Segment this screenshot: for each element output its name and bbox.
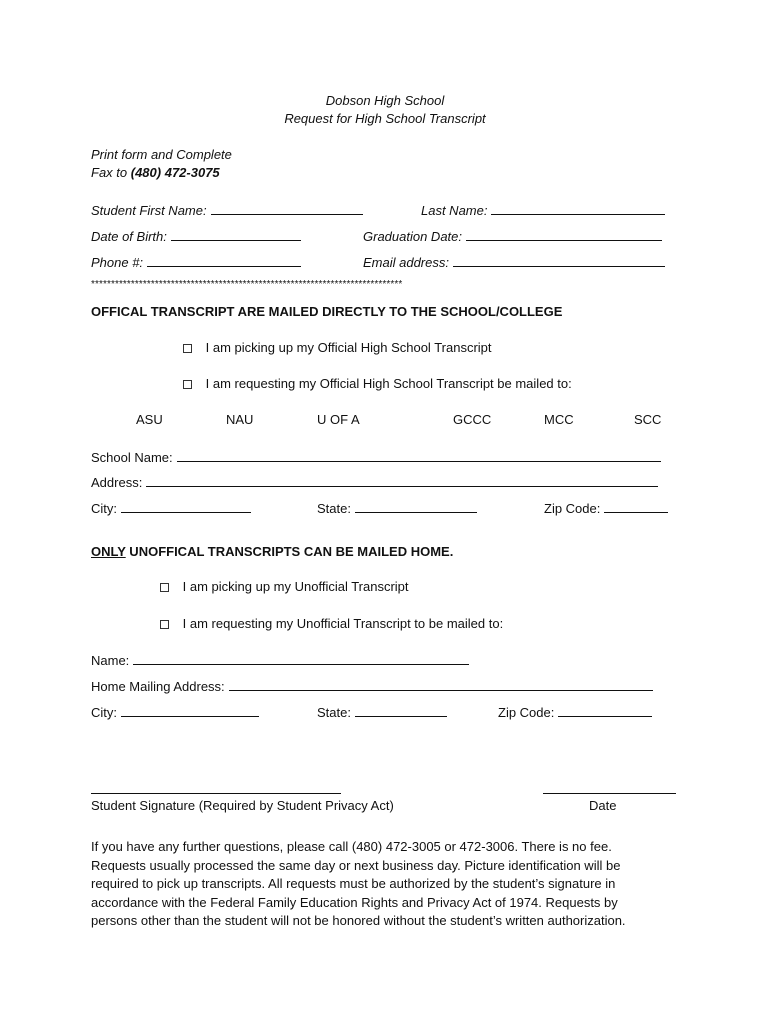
unofficial-name-label: Name:: [91, 653, 130, 668]
dob-field[interactable]: [91, 228, 301, 243]
unofficial-pickup-checkbox[interactable]: [160, 583, 169, 592]
official-address-line[interactable]: [146, 474, 658, 487]
dob-line[interactable]: [171, 228, 301, 241]
official-heading: OFFICAL TRANSCRIPT ARE MAILED DIRECTLY TO THE SCHOOL/COLLEGE: [91, 304, 563, 319]
fax-prefix: Fax to: [91, 165, 131, 180]
official-pickup-label: I am picking up my Official High School Transcript: [205, 340, 492, 355]
unofficial-heading-only: ONLY: [91, 544, 126, 559]
date-line[interactable]: [543, 793, 676, 794]
official-mail-option[interactable]: [183, 377, 572, 390]
official-state-field[interactable]: [317, 500, 477, 515]
graduation-line[interactable]: [466, 228, 662, 241]
first-name-label: Student First Name:: [91, 203, 207, 218]
school-option-asu[interactable]: ASU: [136, 412, 163, 427]
separator: ******************************************************************************: [91, 279, 403, 290]
school-option-uofa[interactable]: U OF A: [317, 412, 360, 427]
official-address-label: Address:: [91, 475, 143, 490]
form-title: Request for High School Transcript: [284, 111, 486, 126]
print-instruction: Print form and Complete: [91, 147, 232, 162]
unofficial-city-field[interactable]: [91, 704, 259, 719]
unofficial-heading: [91, 545, 453, 558]
unofficial-state-line[interactable]: [355, 704, 447, 717]
official-pickup-checkbox[interactable]: [183, 344, 192, 353]
email-label: Email address:: [363, 255, 449, 270]
footer-notice: If you have any further questions, please call (480) 472-3005 or 472-3006. There is no fee. Requests usually processed the same day or next business day. Picture identification will be required to pick up transcripts. All requests must be authorized by the student’s signature in accordance with the Federal Family Education Rights and Privacy Act of 1974. Requests by persons other than the student will not be honored without the student’s written authorization.: [91, 839, 626, 929]
school-option-mcc[interactable]: MCC: [544, 412, 574, 427]
school-option-nau[interactable]: NAU: [226, 412, 254, 427]
phone-field[interactable]: [91, 254, 301, 269]
unofficial-zip-line[interactable]: [558, 704, 652, 717]
home-address-label: Home Mailing Address:: [91, 679, 225, 694]
unofficial-city-line[interactable]: [121, 704, 259, 717]
unofficial-city-label: City:: [91, 705, 117, 720]
official-zip-label: Zip Code:: [544, 501, 601, 516]
unofficial-zip-field[interactable]: [498, 704, 652, 719]
fax-instruction: [91, 166, 220, 179]
home-address-line[interactable]: [229, 678, 653, 691]
signature-label: Student Signature (Required by Student Privacy Act): [91, 798, 394, 813]
graduation-field[interactable]: [363, 228, 662, 243]
unofficial-zip-label: Zip Code:: [498, 705, 555, 720]
official-city-field[interactable]: [91, 500, 251, 515]
home-address-field[interactable]: [91, 678, 653, 693]
first-name-line[interactable]: [211, 202, 363, 215]
dob-label: Date of Birth:: [91, 229, 167, 244]
unofficial-mail-label: I am requesting my Unofficial Transcript to be mailed to:: [182, 616, 504, 631]
official-state-line[interactable]: [355, 500, 477, 513]
official-zip-line[interactable]: [604, 500, 668, 513]
official-address-field[interactable]: [91, 474, 658, 489]
official-city-label: City:: [91, 501, 117, 516]
official-mail-checkbox[interactable]: [183, 380, 192, 389]
unofficial-name-field[interactable]: [91, 652, 469, 667]
school-name-field[interactable]: [91, 449, 661, 464]
unofficial-pickup-option[interactable]: [160, 580, 409, 593]
date-label: Date: [589, 798, 617, 813]
unofficial-name-line[interactable]: [133, 652, 469, 665]
school-name-line[interactable]: [177, 449, 661, 462]
unofficial-pickup-label: I am picking up my Unofficial Transcript: [182, 579, 409, 594]
unofficial-mail-checkbox[interactable]: [160, 620, 169, 629]
official-pickup-option[interactable]: [183, 341, 492, 354]
phone-line[interactable]: [147, 254, 301, 267]
unofficial-state-field[interactable]: [317, 704, 447, 719]
graduation-label: Graduation Date:: [363, 229, 463, 244]
official-city-line[interactable]: [121, 500, 251, 513]
official-state-label: State:: [317, 501, 351, 516]
school-option-scc[interactable]: SCC: [634, 412, 662, 427]
unofficial-heading-rest: UNOFFICAL TRANSCRIPTS CAN BE MAILED HOME.: [125, 544, 454, 559]
last-name-label: Last Name:: [421, 203, 488, 218]
first-name-field[interactable]: [91, 202, 363, 217]
unofficial-state-label: State:: [317, 705, 351, 720]
last-name-line[interactable]: [491, 202, 665, 215]
email-field[interactable]: [363, 254, 665, 269]
official-mail-label: I am requesting my Official High School Transcript be mailed to:: [205, 376, 572, 391]
school-option-gccc[interactable]: GCCC: [453, 412, 492, 427]
email-line[interactable]: [453, 254, 665, 267]
fax-number: (480) 472-3075: [130, 165, 220, 180]
school-name-title: Dobson High School: [325, 93, 445, 108]
unofficial-mail-option[interactable]: [160, 617, 503, 630]
signature-line[interactable]: [91, 793, 341, 794]
last-name-field[interactable]: [421, 202, 665, 217]
official-zip-field[interactable]: [544, 500, 668, 515]
phone-label: Phone #:: [91, 255, 144, 270]
school-name-label: School Name:: [91, 450, 173, 465]
